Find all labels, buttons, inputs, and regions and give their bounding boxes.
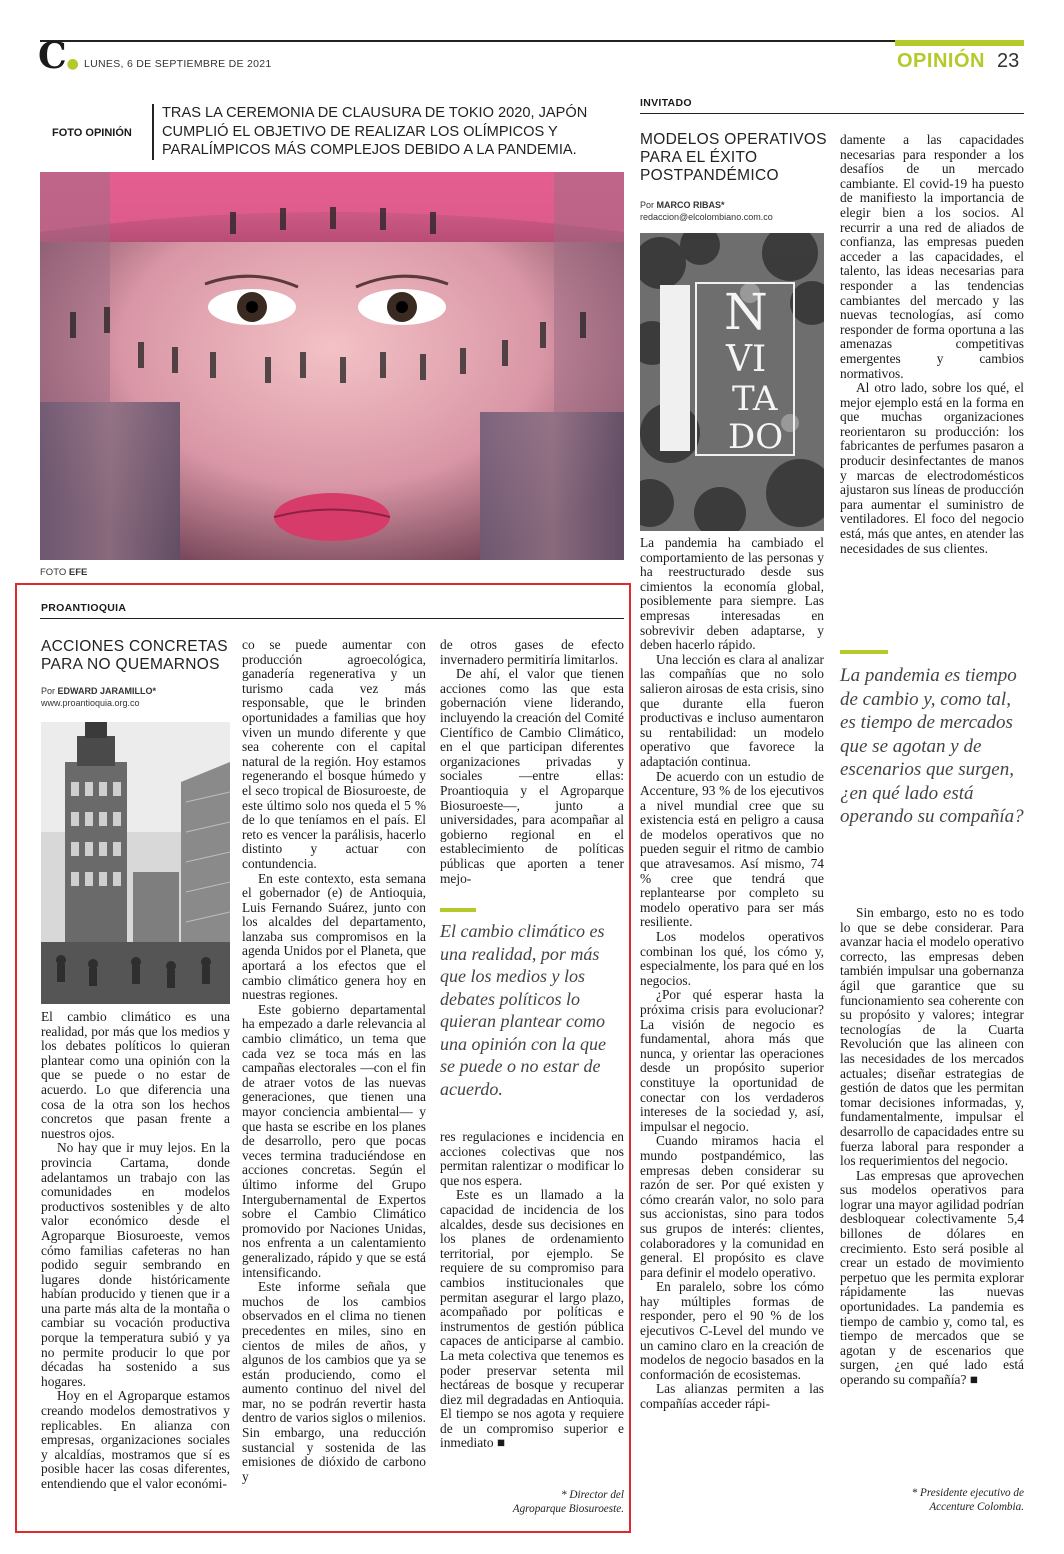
headline-line-1: MODELOS OPERATIVOS (640, 131, 827, 148)
paragraph: Al otro lado, sobre los qué, el mejor ejemplo está en la forma en que muchas organizaciones reorientaron su producción: los fabricantes de perfumes pasaron a producir desinfectantes de manos y marcas de electrodomésticos ajustaron sus líneas de producción para aumentar el suministro de ventiladores. El foco del negocio está, más que antes, en atender las necesidades de sus clientes. (840, 380, 1024, 556)
pull-quote-accent (440, 908, 476, 912)
masthead-top-rule (40, 40, 1024, 42)
page-number: 23 (997, 50, 1020, 72)
paragraph: De acuerdo con un estudio de Accenture, 93 % de los ejecutivos a nivel mundial cree que su existencia está en peligro a causa de modelos operativos que no pueden seguir el ritmo de cambio que atravesamos. Así mismo, 74 % cree que tendrá que replantearse por completo su modelo operativo para ser más resiliente. (640, 768, 824, 930)
invitado-headline (640, 131, 830, 185)
invitado-letters-vi: VI (726, 339, 767, 380)
photo-caption-divider (152, 104, 154, 160)
author-website: www.proantioquia.org.co (41, 698, 140, 708)
author-note-line-2: Accenture Colombia. (929, 1501, 1024, 1513)
logo-letter: C (38, 35, 67, 77)
invitado-author-note (840, 1486, 1024, 1514)
paragraph: co se puede aumentar con producción agroecológica, ganadería regenerativa y un turismo cada vez más responsable, que le brinden oportunidades a familias que hoy viven un mundo diferente y que sea coherente con el capital natural de la región. Hoy estamos regenerando el bosque húmedo y el seco tropical de Biosuroeste, de este último solo nos queda el 5 % de lo que teníamos en el país. El reto es vencer la parálisis, hacerlo distinto y actuar con contundencia. (242, 637, 426, 871)
invitado-section-rule (640, 113, 1024, 114)
photo-credit-prefix: FOTO (40, 567, 67, 578)
photo-illustration (40, 172, 624, 560)
invitado-pull-quote: La pandemia es tiempo de cambio y, como tal, es tiempo de mercados que se agotan y de escenarios que surgen, ¿en qué lado está operando su compañía? (840, 665, 1024, 827)
headline-line-3: POSTPANDÉMICO (640, 167, 779, 184)
proantioquia-byline (41, 685, 241, 709)
author-note-line-2: Agroparque Biosuroeste. (512, 1503, 624, 1515)
paragraph: No hay que ir muy lejos. En la provincia Cartama, donde adelantamos un trabajo con las comunidades en modelos productivos sostenibles y de alto valor económico desde el Agroparque Biosuroeste, vemos cómo familias cafeteras no han podido seguir sembrando en lugares donde históricamente habían producido y tienen que ir a una parte más alta de la montaña o cambiar su vocación productiva porque la temperatura subió y ya no permite producir lo que por décadas ha sostenido a sus hogares. (41, 1140, 230, 1389)
invitado-graphic (640, 233, 824, 531)
paragraph: El cambio climático es una realidad, por más que los medios y los debates políticos lo quieran plantear como una opinión con la que se puede o no estar de acuerdo. Lo que diferencia una cosa de la otra son los hechos concretos que pasan frente a nuestros ojos. (41, 1009, 230, 1141)
author-name: MARCO RIBAS* (656, 200, 725, 210)
photo-opinion-label: FOTO OPINIÓN (52, 127, 132, 139)
headline-line-2: PARA EL ÉXITO (640, 149, 758, 166)
headline-line-1: ACCIONES CONCRETAS (41, 638, 228, 655)
paragraph: Una lección es clara al analizar las compañías que no solo salieron airosas de esta crisis, sino que durante ella fueron productivas e incluso aumentaron su rentabilidad: un modelo operativo que favorece la adaptación continua. (640, 651, 824, 769)
issue-date: LUNES, 6 DE SEPTIEMBRE DE 2021 (84, 58, 272, 70)
byline-prefix: Por (41, 686, 56, 696)
newspaper-logo (38, 35, 79, 82)
tokyo-ceremony-photo (40, 172, 624, 560)
invitado-byline (640, 199, 830, 223)
paragraph: Este gobierno departamental ha empezado a darle relevancia al cambio climático, un tema que cada vez se toca más en las campañas electorales —con el fin de atraer votos de las nuevas generaciones, que tienen una mayor conciencia ambiental— y que hasta se escribe en los planes de desarrollo, pero que pocas veces termina traduciéndose en acciones concretas. Según el último informe del Grupo Intergubernamental de Expertos sobre el Cambio Climático promovido por Naciones Unidas, nos enfrenta a un calentamiento generalizado, rápido y que se está intensificando. (242, 1001, 426, 1280)
invitado-column-right-bottom (840, 906, 1024, 1388)
section-accent-bar (895, 40, 1024, 46)
paragraph: Hoy en el Agroparque estamos creando modelos demostrativos y replicables. En alianza con empresas, organizaciones sociales y alcaldías, mostramos que sí es posible hacer las cosas diferentes, entendiendo que el valor económi- (41, 1388, 230, 1491)
headline-line-2: PARA NO QUEMARNOS (41, 656, 220, 673)
invitado-letters-do: DO (728, 417, 784, 457)
paragraph: Las empresas que aprovechen sus modelos operativos para lograr una mayor agilidad podrían desbloquear colectivamente 5,4 billones de dólares en crecimiento. Esto será posible al crear un estado de movimiento perpetuo que les permita explorar rápidamente las nuevas oportunidades. La pandemia es tiempo de cambio y, como tal, es tiempo de mercados que se agotan y de escenarios que surgen, ¿en qué lado está operando su compañía? ■ (840, 1167, 1024, 1387)
paragraph: En paralelo, sobre los cómo hay múltiples formas de responder, pero el 90 % de los ejecutivos C-Level del mundo ve un camino claro en la creación de modelos de negocio basados en la conformación de ecosistemas. (640, 1279, 824, 1382)
paragraph: damente a las capacidades necesarias para responder a los desafíos de un mercado cambiante. El covid-19 ha puesto de manifiesto la importancia de elegir bien a los socios. Al recurrir a una red de aliados de confianza, las empresas pueden acceder a las capacidades, el talento, las ideas necesarias para responder a las tendencias cambiantes del mercado y las nuevas tecnologías, así como responder de forma oportuna a las amenazas competitivas emergentes y cambios normativos. (840, 132, 1024, 381)
proantioquia-pull-quote: El cambio climático es una realidad, por más que los medios y los debates políticos lo quieran plantear como una opinión con la que se puede o no estar de acuerdo. (440, 921, 606, 1099)
paragraph: Este informe señala que muchos de los cambios observados en el clima no tienen precedentes en miles, sino en cientos de miles de años, y algunos de los cambios que ya se están produciendo, como el aumento continuo del nivel del mar, no se podrán revertir hasta dentro de varios siglos o milenios. Sin embargo, una reducción sustancial y sostenida de las emisiones de dióxido de carbono y (242, 1279, 426, 1484)
invitado-section-label: INVITADO (640, 97, 692, 109)
proantioquia-column-3-top (440, 638, 624, 886)
photo-credit-agency: EFE (68, 567, 88, 578)
paragraph: Cuando miramos hacia el mundo postpandémico, las empresas deben considerar su razón de ser. Por qué existen y cómo crearán valor, no solo para sus accionistas, sino para todos sus grupos de interés: clientes, colaboradores y la comunidad en general. El propósito es clave para definir el modelo operativo. (640, 1133, 824, 1280)
paragraph: De ahí, el valor que tienen acciones como las que esta gobernación viene liderando, incluyendo la creación del Comité Científico de Cambio Climático, en el que participan diferentes organizaciones privadas y sociales —entre ellas: Proantioquia y el Agroparque Biosuroeste—, junto a universidades, para acompañar al gobierno regional en el establecimiento de políticas públicas que aporten a tener mejo- (440, 666, 624, 886)
section-name: OPINIÓN (897, 50, 985, 72)
paragraph: ¿Por qué esperar hasta la próxima crisis para evolucionar? La visión de negocio es fundamental, ahora más que nunca, y orientar las operaciones desde un propósito superior constituye la oportunidad de conectar con los verdaderos intereses de la sociedad y, así, impulsar el negocio. (640, 987, 824, 1134)
author-note-line-1: * Director del (561, 1489, 624, 1501)
invitado-letter-n: N (724, 283, 768, 341)
paragraph: La pandemia ha cambiado el comportamiento de las personas y ha reestructurado desde sus cimientos la economía global, posiblemente para siempre. Las empresas interesadas en sobrevivir deben adaptarse, y deben hacerlo rápido. (640, 535, 824, 653)
paragraph: Sin embargo, esto no es todo lo que se debe considerar. Para avanzar hacia el modelo operativo correcto, las empresas deben también impulsar una gobernanza ágil que garantice que su funcionamiento sea coherente con su propósito y valores; integrar tecnologías de la Cuarta Revolución que las alineen con las necesidades de los mercados actuales; diseñar estrategias de gestión de datos que les permitan tomar decisiones informadas, y, fundamentalmente, impulsar el desarrollo de capacidades entre su fuerza laboral para responder a los requerimientos del negocio. (840, 905, 1024, 1169)
medellin-building-photo (41, 722, 230, 1004)
paragraph: En este contexto, esta semana el gobernador (e) de Antioquia, Luis Fernando Suárez, junto con los alcaldes del departamento, lanzaba sus compromisos en la agenda Unidos por el Planeta, que aportará a los efectos que el cambio climático genera hoy en nuestras regiones. (242, 870, 426, 1003)
proantioquia-section-rule (40, 618, 624, 619)
proantioquia-column-1 (41, 1010, 230, 1492)
paragraph: de otros gases de efecto invernadero permitiría limitarlos. (440, 637, 624, 667)
pull-quote-accent (840, 650, 888, 654)
paragraph: Este es un llamado a la capacidad de incidencia de los alcaldes, desde sus decisiones en los planes de ordenamiento territorial, por ejemplo. Se requiere de su compromiso para cambios institucionales que permitan asegurar el largo plazo, acompañado por políticas e instrumentos de gestión pública capaces de anticiparse al cambio. La meta colectiva que tenemos es poder preservar setenta mil hectáreas de bosque y recuperar diez mil degradadas en Antioquia. El tiempo se nos agota y requiere de un compromiso superior e inmediato ■ (440, 1187, 624, 1451)
logo-dot: ● (66, 56, 79, 72)
proantioquia-author-note (440, 1488, 624, 1516)
invitado-column-right-top (840, 133, 1024, 556)
author-note-line-1: * Presidente ejecutivo de (911, 1487, 1024, 1499)
building-illustration (41, 722, 230, 1004)
proantioquia-column-3-bottom (440, 1130, 624, 1451)
author-name: EDWARD JARAMILLO* (57, 686, 157, 696)
proantioquia-section-label: PROANTIOQUIA (41, 602, 127, 614)
photo-caption: TRAS LA CEREMONIA DE CLAUSURA DE TOKIO 2020, JAPÓN CUMPLIÓ EL OBJETIVO DE REALIZAR LOS OLÍMPICOS Y PARALÍMPICOS MÁS COMPLEJOS DEBIDO A LA PANDEMIA. (162, 105, 588, 158)
photo-credit (40, 567, 87, 578)
paragraph: Las alianzas permiten a las compañías acceder rápi- (640, 1381, 824, 1412)
paragraph: res regulaciones e incidencia en acciones colectivas que nos permitan ralentizar o modificar lo que nos espera. (440, 1129, 624, 1188)
author-email: redaccion@elcolombiano.com.co (640, 212, 773, 222)
invitado-column-left (640, 536, 824, 1412)
byline-prefix: Por (640, 200, 655, 210)
proantioquia-column-2 (242, 638, 426, 1484)
paragraph: Los modelos operativos combinan los qué, los cómo y, especialmente, los para qué en los negocios. (640, 929, 824, 988)
invitado-letters-ta: TA (732, 379, 778, 419)
proantioquia-headline (41, 638, 241, 674)
